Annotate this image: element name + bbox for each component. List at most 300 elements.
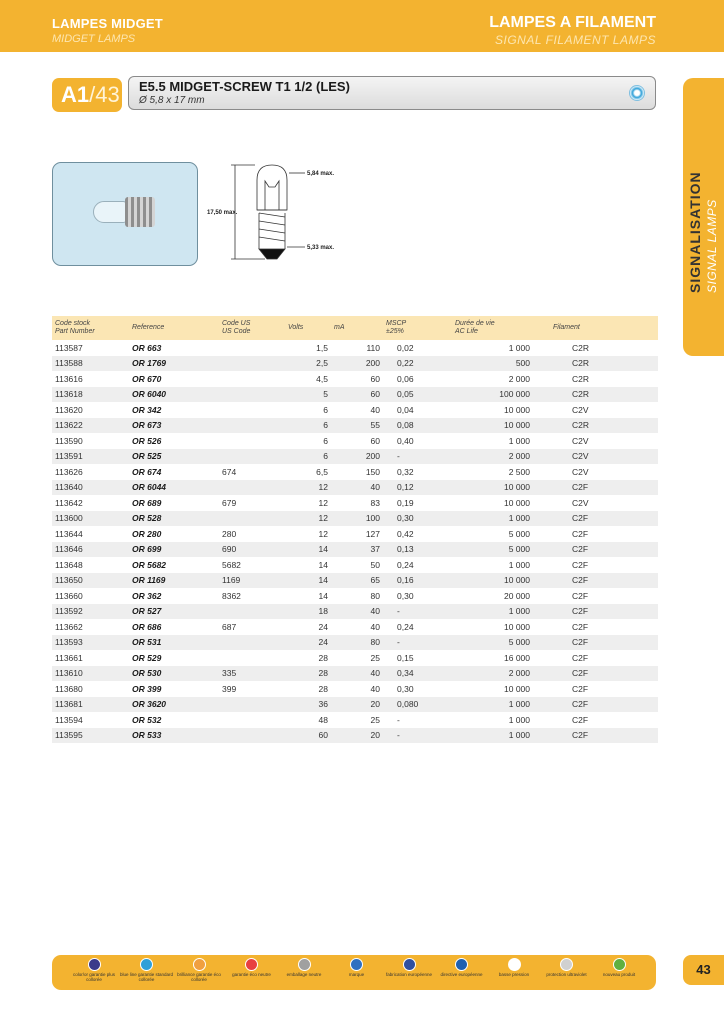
table-cell: C2R: [550, 418, 658, 434]
table-cell: 674: [219, 464, 285, 480]
table-cell: OR 527: [129, 604, 219, 620]
table-cell: 24: [285, 635, 331, 651]
footer-legend-label: marque: [348, 972, 365, 977]
table-cell: 10 000: [452, 681, 550, 697]
table-cell: 113591: [52, 449, 129, 465]
footer-legend-label: fabrication européenne: [385, 972, 433, 977]
table-cell: 0,19: [383, 495, 452, 511]
table-cell: 0,30: [383, 681, 452, 697]
column-header-line: ±25%: [386, 328, 404, 335]
led-eye-icon: [629, 85, 645, 101]
led-badge-icon: [245, 958, 258, 971]
footer-legend-item: [171, 958, 227, 988]
table-cell: OR 6044: [129, 480, 219, 496]
table-cell: 10 000: [452, 418, 550, 434]
bulb-outline: [231, 165, 305, 259]
table-cell: 80: [331, 588, 383, 604]
footer-legend-item: [224, 958, 280, 988]
table-row: [52, 526, 658, 542]
table-cell: C2F: [550, 604, 658, 620]
new-product-icon: [613, 958, 626, 971]
column-header-line: Durée de vie: [455, 320, 495, 327]
table-cell: OR 528: [129, 511, 219, 527]
column-header-line: MSCP: [386, 320, 407, 327]
table-cell: 6: [285, 402, 331, 418]
table-cell: 55: [331, 418, 383, 434]
product-title-box: [128, 76, 656, 110]
column-header-line: Volts: [288, 324, 304, 331]
table-cell: 113610: [52, 666, 129, 682]
brilliance-icon: [193, 958, 206, 971]
badge-suffix: /43: [89, 82, 120, 107]
table-row: [52, 573, 658, 589]
footer-legend-label: basse pression: [498, 972, 530, 977]
table-cell: 2 000: [452, 371, 550, 387]
table-row: [52, 542, 658, 558]
table-cell: 20: [331, 697, 383, 713]
table-cell: 6: [285, 418, 331, 434]
column-header: [129, 316, 219, 340]
table-cell: -: [383, 728, 452, 744]
table-cell: OR 342: [129, 402, 219, 418]
table-cell: 40: [331, 402, 383, 418]
table-cell: 25: [331, 650, 383, 666]
table-cell: 100 000: [452, 387, 550, 403]
table-cell: 200: [331, 449, 383, 465]
bulb-screw-base-icon: [125, 197, 155, 227]
table-cell: C2F: [550, 619, 658, 635]
table-cell: 113660: [52, 588, 129, 604]
table-cell: 2 500: [452, 464, 550, 480]
table-row: [52, 681, 658, 697]
table-cell: 113650: [52, 573, 129, 589]
table-cell: 20: [331, 728, 383, 744]
table-cell: C2R: [550, 356, 658, 372]
table-cell: C2R: [550, 387, 658, 403]
table-cell: 6: [285, 449, 331, 465]
table-cell: OR 280: [129, 526, 219, 542]
table-cell: 14: [285, 542, 331, 558]
packaging-icon: [298, 958, 311, 971]
table-cell: 65: [331, 573, 383, 589]
blue-eye-icon: [140, 958, 153, 971]
table-cell: 113648: [52, 557, 129, 573]
side-section-tab[interactable]: [683, 78, 724, 356]
table-cell: OR 699: [129, 542, 219, 558]
table-cell: C2V: [550, 464, 658, 480]
table-cell: 25: [331, 712, 383, 728]
table-cell: 10 000: [452, 573, 550, 589]
table-cell: 113600: [52, 511, 129, 527]
column-header-line: Code US: [222, 320, 251, 327]
footer-legend-item: [119, 958, 175, 988]
table-row: [52, 356, 658, 372]
table-cell: 113642: [52, 495, 129, 511]
column-header-line: Code stock: [55, 320, 91, 327]
table-cell: 12: [285, 480, 331, 496]
table-cell: -: [383, 712, 452, 728]
table-cell: C2V: [550, 495, 658, 511]
footer-legend-label: protection ultraviolet: [546, 972, 587, 977]
table-header-row: [52, 316, 658, 340]
table-cell: 12: [285, 495, 331, 511]
table-cell: 48: [285, 712, 331, 728]
column-header-line: US Code: [222, 328, 251, 335]
table-cell: 690: [219, 542, 285, 558]
table-cell: OR 1769: [129, 356, 219, 372]
category-title: LAMPES MIDGET: [52, 16, 163, 31]
table-cell: C2R: [550, 340, 658, 356]
table-row: [52, 387, 658, 403]
column-header: [550, 316, 658, 340]
dim-base-label: 5,33 max.: [307, 245, 335, 251]
footer-legend-item: [434, 958, 490, 988]
table-cell: OR 1169: [129, 573, 219, 589]
table-cell: 113618: [52, 387, 129, 403]
table-cell: 1 000: [452, 340, 550, 356]
table-cell: [219, 418, 285, 434]
product-code-badge: [52, 78, 122, 112]
table-row: [52, 728, 658, 744]
ultraviolet-protection-icon: [560, 958, 573, 971]
side-tab-title: SIGNALISATION: [687, 171, 703, 293]
table-cell: 2,5: [285, 356, 331, 372]
table-cell: 399: [219, 681, 285, 697]
table-row: [52, 650, 658, 666]
table-body: [52, 340, 658, 743]
table-cell: OR 526: [129, 433, 219, 449]
table-row: [52, 666, 658, 682]
table-cell: 6: [285, 433, 331, 449]
column-header-line: Filament: [553, 324, 580, 331]
table-cell: 40: [331, 480, 383, 496]
dim-top-label: 5,84 max.: [307, 171, 335, 177]
table-cell: 1 000: [452, 712, 550, 728]
table-cell: 0,06: [383, 371, 452, 387]
column-header-line: AC Life: [455, 328, 478, 335]
table-cell: OR 674: [129, 464, 219, 480]
table-cell: 80: [331, 635, 383, 651]
table-row: [52, 619, 658, 635]
column-header: [52, 316, 129, 340]
table-cell: -: [383, 635, 452, 651]
table-cell: 0,42: [383, 526, 452, 542]
table-cell: 14: [285, 573, 331, 589]
table-row: [52, 697, 658, 713]
table-cell: 0,12: [383, 480, 452, 496]
table-cell: 100: [331, 511, 383, 527]
table-cell: 0,13: [383, 542, 452, 558]
table-cell: OR 689: [129, 495, 219, 511]
table-cell: C2F: [550, 588, 658, 604]
table-cell: C2F: [550, 635, 658, 651]
table-cell: 14: [285, 557, 331, 573]
table-cell: [219, 480, 285, 496]
table-cell: 113593: [52, 635, 129, 651]
table-cell: [219, 433, 285, 449]
table-cell: 5682: [219, 557, 285, 573]
table-cell: 60: [285, 728, 331, 744]
footer-legend-label: directive européenne: [440, 972, 483, 977]
table-cell: [219, 511, 285, 527]
table-cell: 0,08: [383, 418, 452, 434]
column-header-line: mA: [334, 324, 345, 331]
table-cell: [219, 635, 285, 651]
table-cell: 113587: [52, 340, 129, 356]
table-cell: 40: [331, 619, 383, 635]
table-cell: 8362: [219, 588, 285, 604]
table-row: [52, 557, 658, 573]
table-cell: OR 5682: [129, 557, 219, 573]
table-row: [52, 464, 658, 480]
table-cell: 113640: [52, 480, 129, 496]
table-cell: 5 000: [452, 542, 550, 558]
footer-legend-item: [486, 958, 542, 988]
table-cell: C2V: [550, 449, 658, 465]
column-header: [285, 316, 331, 340]
table-cell: 0,40: [383, 433, 452, 449]
table-cell: 2 000: [452, 666, 550, 682]
table-cell: C2V: [550, 433, 658, 449]
table-cell: [219, 604, 285, 620]
table-cell: 10 000: [452, 619, 550, 635]
table-cell: OR 3620: [129, 697, 219, 713]
table-cell: C2F: [550, 650, 658, 666]
footer-legend-label: nouveau produit: [602, 972, 636, 977]
table-cell: 40: [331, 681, 383, 697]
table-cell: OR 673: [129, 418, 219, 434]
section-title: LAMPES A FILAMENT: [489, 14, 656, 31]
table-cell: 40: [331, 666, 383, 682]
low-pressure-icon: [508, 958, 521, 971]
table-cell: OR 533: [129, 728, 219, 744]
table-row: [52, 495, 658, 511]
table-cell: 113588: [52, 356, 129, 372]
table-cell: 113620: [52, 402, 129, 418]
footer-legend-item: [539, 958, 595, 988]
table-cell: 1,5: [285, 340, 331, 356]
table-cell: 4,5: [285, 371, 331, 387]
footer-legend-item: [276, 958, 332, 988]
table-cell: 1 000: [452, 557, 550, 573]
table-cell: 5 000: [452, 635, 550, 651]
table-cell: 200: [331, 356, 383, 372]
table-cell: C2F: [550, 480, 658, 496]
technical-drawing: [205, 155, 365, 270]
table-cell: 113680: [52, 681, 129, 697]
table-cell: [219, 371, 285, 387]
table-cell: OR 531: [129, 635, 219, 651]
column-header-line: Reference: [132, 324, 165, 331]
table-cell: C2F: [550, 573, 658, 589]
table-cell: [219, 356, 285, 372]
column-header: [452, 316, 550, 340]
table-cell: 0,22: [383, 356, 452, 372]
table-cell: 1 000: [452, 604, 550, 620]
table-cell: OR 670: [129, 371, 219, 387]
product-dimensions: Ø 5,8 x 17 mm: [139, 95, 205, 106]
table-cell: OR 6040: [129, 387, 219, 403]
table-cell: 0,05: [383, 387, 452, 403]
column-header: [331, 316, 383, 340]
table-cell: 1 000: [452, 433, 550, 449]
table-cell: 6,5: [285, 464, 331, 480]
table-cell: OR 686: [129, 619, 219, 635]
table-cell: 40: [331, 604, 383, 620]
table-cell: 1 000: [452, 728, 550, 744]
table-cell: 335: [219, 666, 285, 682]
table-cell: 0,24: [383, 557, 452, 573]
footer-legend: [52, 955, 656, 990]
table-cell: OR 532: [129, 712, 219, 728]
table-cell: [219, 697, 285, 713]
table-cell: 0,04: [383, 402, 452, 418]
table-cell: 280: [219, 526, 285, 542]
table-cell: 1169: [219, 573, 285, 589]
column-header: [219, 316, 285, 340]
table-cell: 113592: [52, 604, 129, 620]
section-subtitle: SIGNAL FILAMENT LAMPS: [495, 33, 656, 47]
table-cell: 500: [452, 356, 550, 372]
table-cell: 127: [331, 526, 383, 542]
table-cell: 113616: [52, 371, 129, 387]
table-row: [52, 588, 658, 604]
footer-legend-item: [381, 958, 437, 988]
table-cell: 28: [285, 650, 331, 666]
table-cell: 36: [285, 697, 331, 713]
product-title: E5.5 MIDGET-SCREW T1 1/2 (LES): [139, 79, 350, 94]
table-row: [52, 449, 658, 465]
table-cell: 37: [331, 542, 383, 558]
table-cell: 113662: [52, 619, 129, 635]
table-cell: OR 525: [129, 449, 219, 465]
table-cell: 113661: [52, 650, 129, 666]
table-cell: 1 000: [452, 697, 550, 713]
table-row: [52, 712, 658, 728]
table-cell: 83: [331, 495, 383, 511]
table-cell: 110: [331, 340, 383, 356]
column-header-line: Part Number: [55, 328, 95, 335]
table-cell: 113594: [52, 712, 129, 728]
table-cell: OR 399: [129, 681, 219, 697]
table-cell: 10 000: [452, 495, 550, 511]
badge-main: A1: [61, 82, 90, 107]
table-cell: 18: [285, 604, 331, 620]
footer-legend-label: color/or garantie plus collorée: [72, 972, 116, 982]
table-cell: 113644: [52, 526, 129, 542]
table-cell: 113590: [52, 433, 129, 449]
table-cell: 679: [219, 495, 285, 511]
table-cell: 10 000: [452, 402, 550, 418]
table-cell: C2F: [550, 666, 658, 682]
table-cell: 150: [331, 464, 383, 480]
column-header: [383, 316, 452, 340]
table-cell: C2F: [550, 511, 658, 527]
table-cell: C2F: [550, 697, 658, 713]
table-cell: C2F: [550, 712, 658, 728]
table-cell: [219, 340, 285, 356]
dim-height-label: 17,50 max.: [207, 210, 238, 216]
table-cell: 5: [285, 387, 331, 403]
table-row: [52, 402, 658, 418]
table-cell: 5 000: [452, 526, 550, 542]
table-cell: 113626: [52, 464, 129, 480]
table-cell: [219, 402, 285, 418]
table-cell: 60: [331, 387, 383, 403]
manufacturing-icon: [403, 958, 416, 971]
table-row: [52, 635, 658, 651]
brand-icon: [350, 958, 363, 971]
table-cell: [219, 728, 285, 744]
footer-legend-label: emballage neutre: [286, 972, 322, 977]
footer-legend-item: [66, 958, 122, 988]
table-cell: OR 362: [129, 588, 219, 604]
table-cell: C2F: [550, 728, 658, 744]
table-cell: C2R: [550, 371, 658, 387]
table-cell: OR 663: [129, 340, 219, 356]
table-cell: 0,30: [383, 511, 452, 527]
table-row: [52, 480, 658, 496]
table-cell: 0,080: [383, 697, 452, 713]
table-cell: 20 000: [452, 588, 550, 604]
page-number: 43: [683, 955, 724, 985]
table-cell: 2 000: [452, 449, 550, 465]
table-row: [52, 418, 658, 434]
table-cell: 113681: [52, 697, 129, 713]
table-cell: 0,32: [383, 464, 452, 480]
table-cell: 14: [285, 588, 331, 604]
table-cell: 113646: [52, 542, 129, 558]
table-cell: 60: [331, 433, 383, 449]
table-cell: C2F: [550, 542, 658, 558]
table-row: [52, 371, 658, 387]
table-cell: [219, 387, 285, 403]
table-cell: OR 530: [129, 666, 219, 682]
footer-legend-item: [591, 958, 647, 988]
table-cell: 10 000: [452, 480, 550, 496]
table-cell: 113595: [52, 728, 129, 744]
table-cell: 50: [331, 557, 383, 573]
footer-legend-label: blue line garantie standard collorée: [119, 972, 174, 982]
table-cell: 28: [285, 681, 331, 697]
table-cell: [219, 449, 285, 465]
table-cell: 687: [219, 619, 285, 635]
table-cell: 24: [285, 619, 331, 635]
footer-legend-item: [329, 958, 385, 988]
table-cell: 0,30: [383, 588, 452, 604]
table-cell: 16 000: [452, 650, 550, 666]
eu-directive-icon: [455, 958, 468, 971]
product-photo: [52, 162, 198, 266]
table-cell: C2F: [550, 557, 658, 573]
header-bar: [0, 0, 724, 52]
table-cell: -: [383, 449, 452, 465]
table-cell: 12: [285, 511, 331, 527]
table-cell: OR 529: [129, 650, 219, 666]
table-cell: C2F: [550, 681, 658, 697]
table-cell: 28: [285, 666, 331, 682]
category-subtitle: MIDGET LAMPS: [52, 33, 136, 45]
table-cell: 0,15: [383, 650, 452, 666]
table-cell: [219, 712, 285, 728]
specification-table: [52, 316, 658, 744]
table-cell: 60: [331, 371, 383, 387]
table-row: [52, 604, 658, 620]
table-cell: 0,02: [383, 340, 452, 356]
side-tab-subtitle: SIGNAL LAMPS: [705, 199, 719, 293]
footer-legend-label: brilliance garantie éco collorée: [177, 972, 221, 982]
table-cell: C2F: [550, 526, 658, 542]
